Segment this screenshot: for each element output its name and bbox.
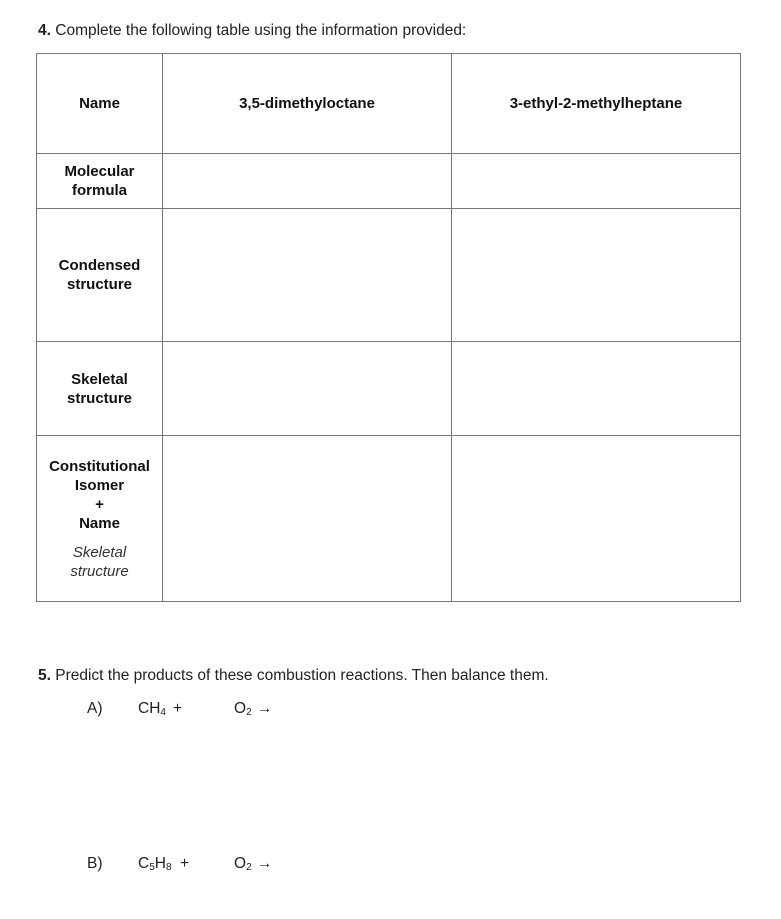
skeletal-structure-label: Skeletal structure <box>37 342 163 436</box>
question-text: Complete the following table using the information provided: <box>55 22 467 39</box>
reaction-b <box>0 855 781 877</box>
compound-header-1: 3,5-dimethyloctane <box>163 54 452 154</box>
reaction-a <box>0 700 781 722</box>
plus-sign: + <box>173 700 183 717</box>
question-text: Predict the products of these combustion reactions. Then balance them. <box>55 667 549 684</box>
arrow-icon: → <box>257 855 273 872</box>
reactant-formula: $CH_4$ <box>138 700 166 718</box>
table-row <box>37 342 741 436</box>
question-5-heading <box>38 667 549 685</box>
answer-cell-formula-2[interactable] <box>452 154 741 209</box>
oxygen-formula: $O_2$ <box>234 700 252 718</box>
reactant-formula: $C_5H_8$ <box>138 855 172 873</box>
answer-cell-condensed-2[interactable] <box>452 209 741 342</box>
condensed-structure-label: Condensed structure <box>37 209 163 342</box>
molecular-formula-label: Molecular formula <box>37 154 163 209</box>
table-header-row <box>37 54 741 154</box>
table-row <box>37 436 741 602</box>
constitutional-isomer-label: Constitutional Isomer + Name Skeletal structure <box>37 436 163 602</box>
compound-header-2: 3-ethyl-2-methylheptane <box>452 54 741 154</box>
table-row <box>37 209 741 342</box>
table-row <box>37 154 741 209</box>
reaction-label: A) <box>87 700 103 717</box>
answer-cell-isomer-1[interactable] <box>163 436 452 602</box>
answer-cell-skeletal-2[interactable] <box>452 342 741 436</box>
plus-sign: + <box>180 855 190 872</box>
answer-cell-isomer-2[interactable] <box>452 436 741 602</box>
reaction-label: B) <box>87 855 103 872</box>
answer-cell-condensed-1[interactable] <box>163 209 452 342</box>
compound-table <box>36 53 741 602</box>
question-number: 5. <box>38 667 51 684</box>
answer-cell-formula-1[interactable] <box>163 154 452 209</box>
name-row-label: Name <box>37 54 163 154</box>
question-4-heading <box>38 22 466 40</box>
arrow-icon: → <box>257 700 273 717</box>
oxygen-formula: $O_2$ <box>234 855 252 873</box>
answer-cell-skeletal-1[interactable] <box>163 342 452 436</box>
question-number: 4. <box>38 22 51 39</box>
